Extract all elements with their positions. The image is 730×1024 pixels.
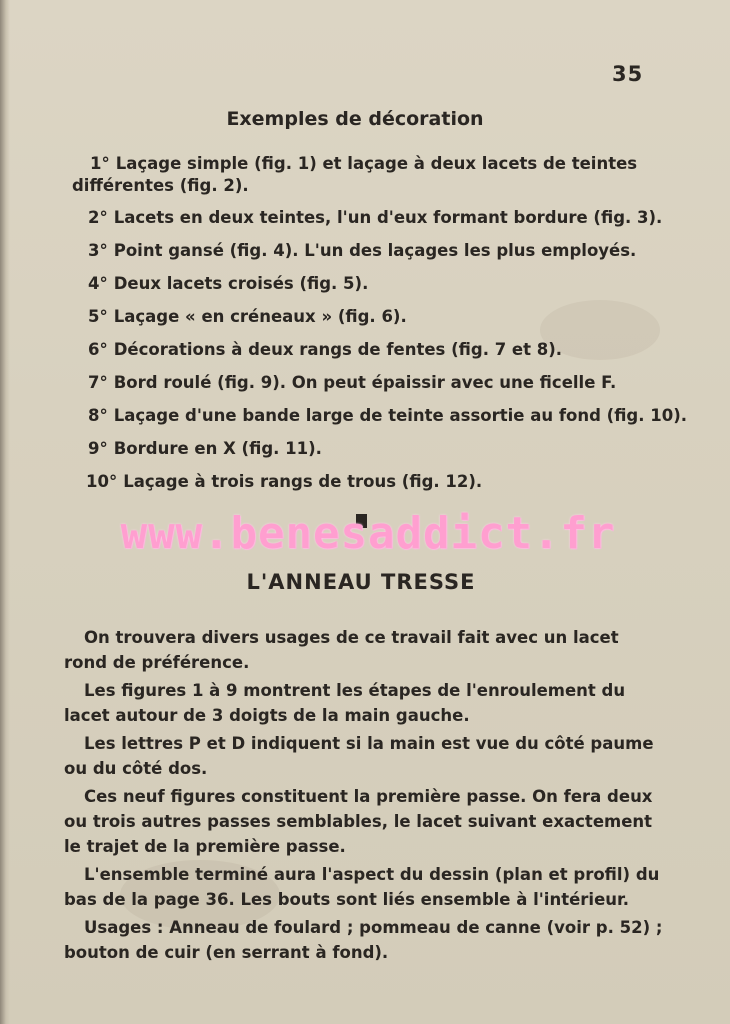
item-number: 3° (88, 241, 108, 260)
body-text (64, 625, 664, 968)
list-item (72, 372, 662, 394)
item-number: 4° (88, 274, 108, 293)
watermark: www.benesaddict.fr (120, 508, 616, 559)
list-item (72, 306, 662, 328)
paragraph: L'ensemble terminé aura l'aspect du dessin (plan et profil) du bas de la page 36. Les bouts sont liés ensemble à l'intérieur. (64, 865, 660, 909)
item-number: 9° (88, 439, 108, 458)
item-number: 7° (88, 373, 108, 392)
decoration-examples-list (72, 153, 688, 504)
section-title: Exemples de décoration (226, 108, 484, 130)
list-item (72, 273, 662, 295)
item-text: Laçage d'une bande large de teinte assortie au fond (fig. 10). (113, 406, 688, 425)
list-item (72, 207, 662, 229)
paragraph: Les figures 1 à 9 montrent les étapes de l'enroulement du lacet autour de 3 doigts de la main gauche. (64, 681, 626, 725)
item-number: 10° (86, 472, 118, 491)
paragraph: On trouvera divers usages de ce travail fait avec un lacet rond de préférence. (64, 628, 619, 672)
list-item (72, 153, 662, 197)
item-text: Décorations à deux rangs de fentes (fig. 7 et 8). (113, 340, 563, 359)
list-item (72, 405, 688, 427)
list-item (72, 438, 662, 460)
item-text: Bord roulé (fig. 9). On peut épaissir avec une ficelle F. (113, 373, 617, 392)
item-number: 8° (88, 406, 108, 425)
item-number: 5° (88, 307, 108, 326)
item-number: 6° (88, 340, 108, 359)
item-text: Laçage à trois rangs de trous (fig. 12). (123, 472, 483, 491)
paragraph: Usages : Anneau de foulard ; pommeau de canne (voir p. 52) ; bouton de cuir (en serrant à fond). (64, 918, 663, 962)
item-text: Laçage « en créneaux » (fig. 6). (113, 307, 407, 326)
item-number: 2° (88, 208, 108, 227)
item-text: Point gansé (fig. 4). L'un des laçages les plus employés. (113, 241, 637, 260)
item-number: 1° (90, 154, 110, 173)
list-item (72, 471, 662, 493)
page-number: 35 (612, 62, 644, 86)
list-item (72, 240, 662, 262)
item-text: Bordure en X (fig. 11). (113, 439, 322, 458)
paragraph: Les lettres P et D indiquent si la main est vue du côté paume ou du côté dos. (64, 734, 654, 778)
item-text: Deux lacets croisés (fig. 5). (113, 274, 369, 293)
chapter-heading: L'ANNEAU TRESSE (246, 570, 476, 594)
paragraph: Ces neuf figures constituent la première passe. On fera deux ou trois autres passes semblables, le lacet suivant exactement le trajet de la première passe. (64, 787, 653, 856)
item-text: Laçage simple (fig. 1) et laçage à deux lacets de teintes différentes (fig. 2). (72, 154, 638, 195)
item-text: Lacets en deux teintes, l'un d'eux formant bordure (fig. 3). (113, 208, 663, 227)
list-item (72, 339, 662, 361)
